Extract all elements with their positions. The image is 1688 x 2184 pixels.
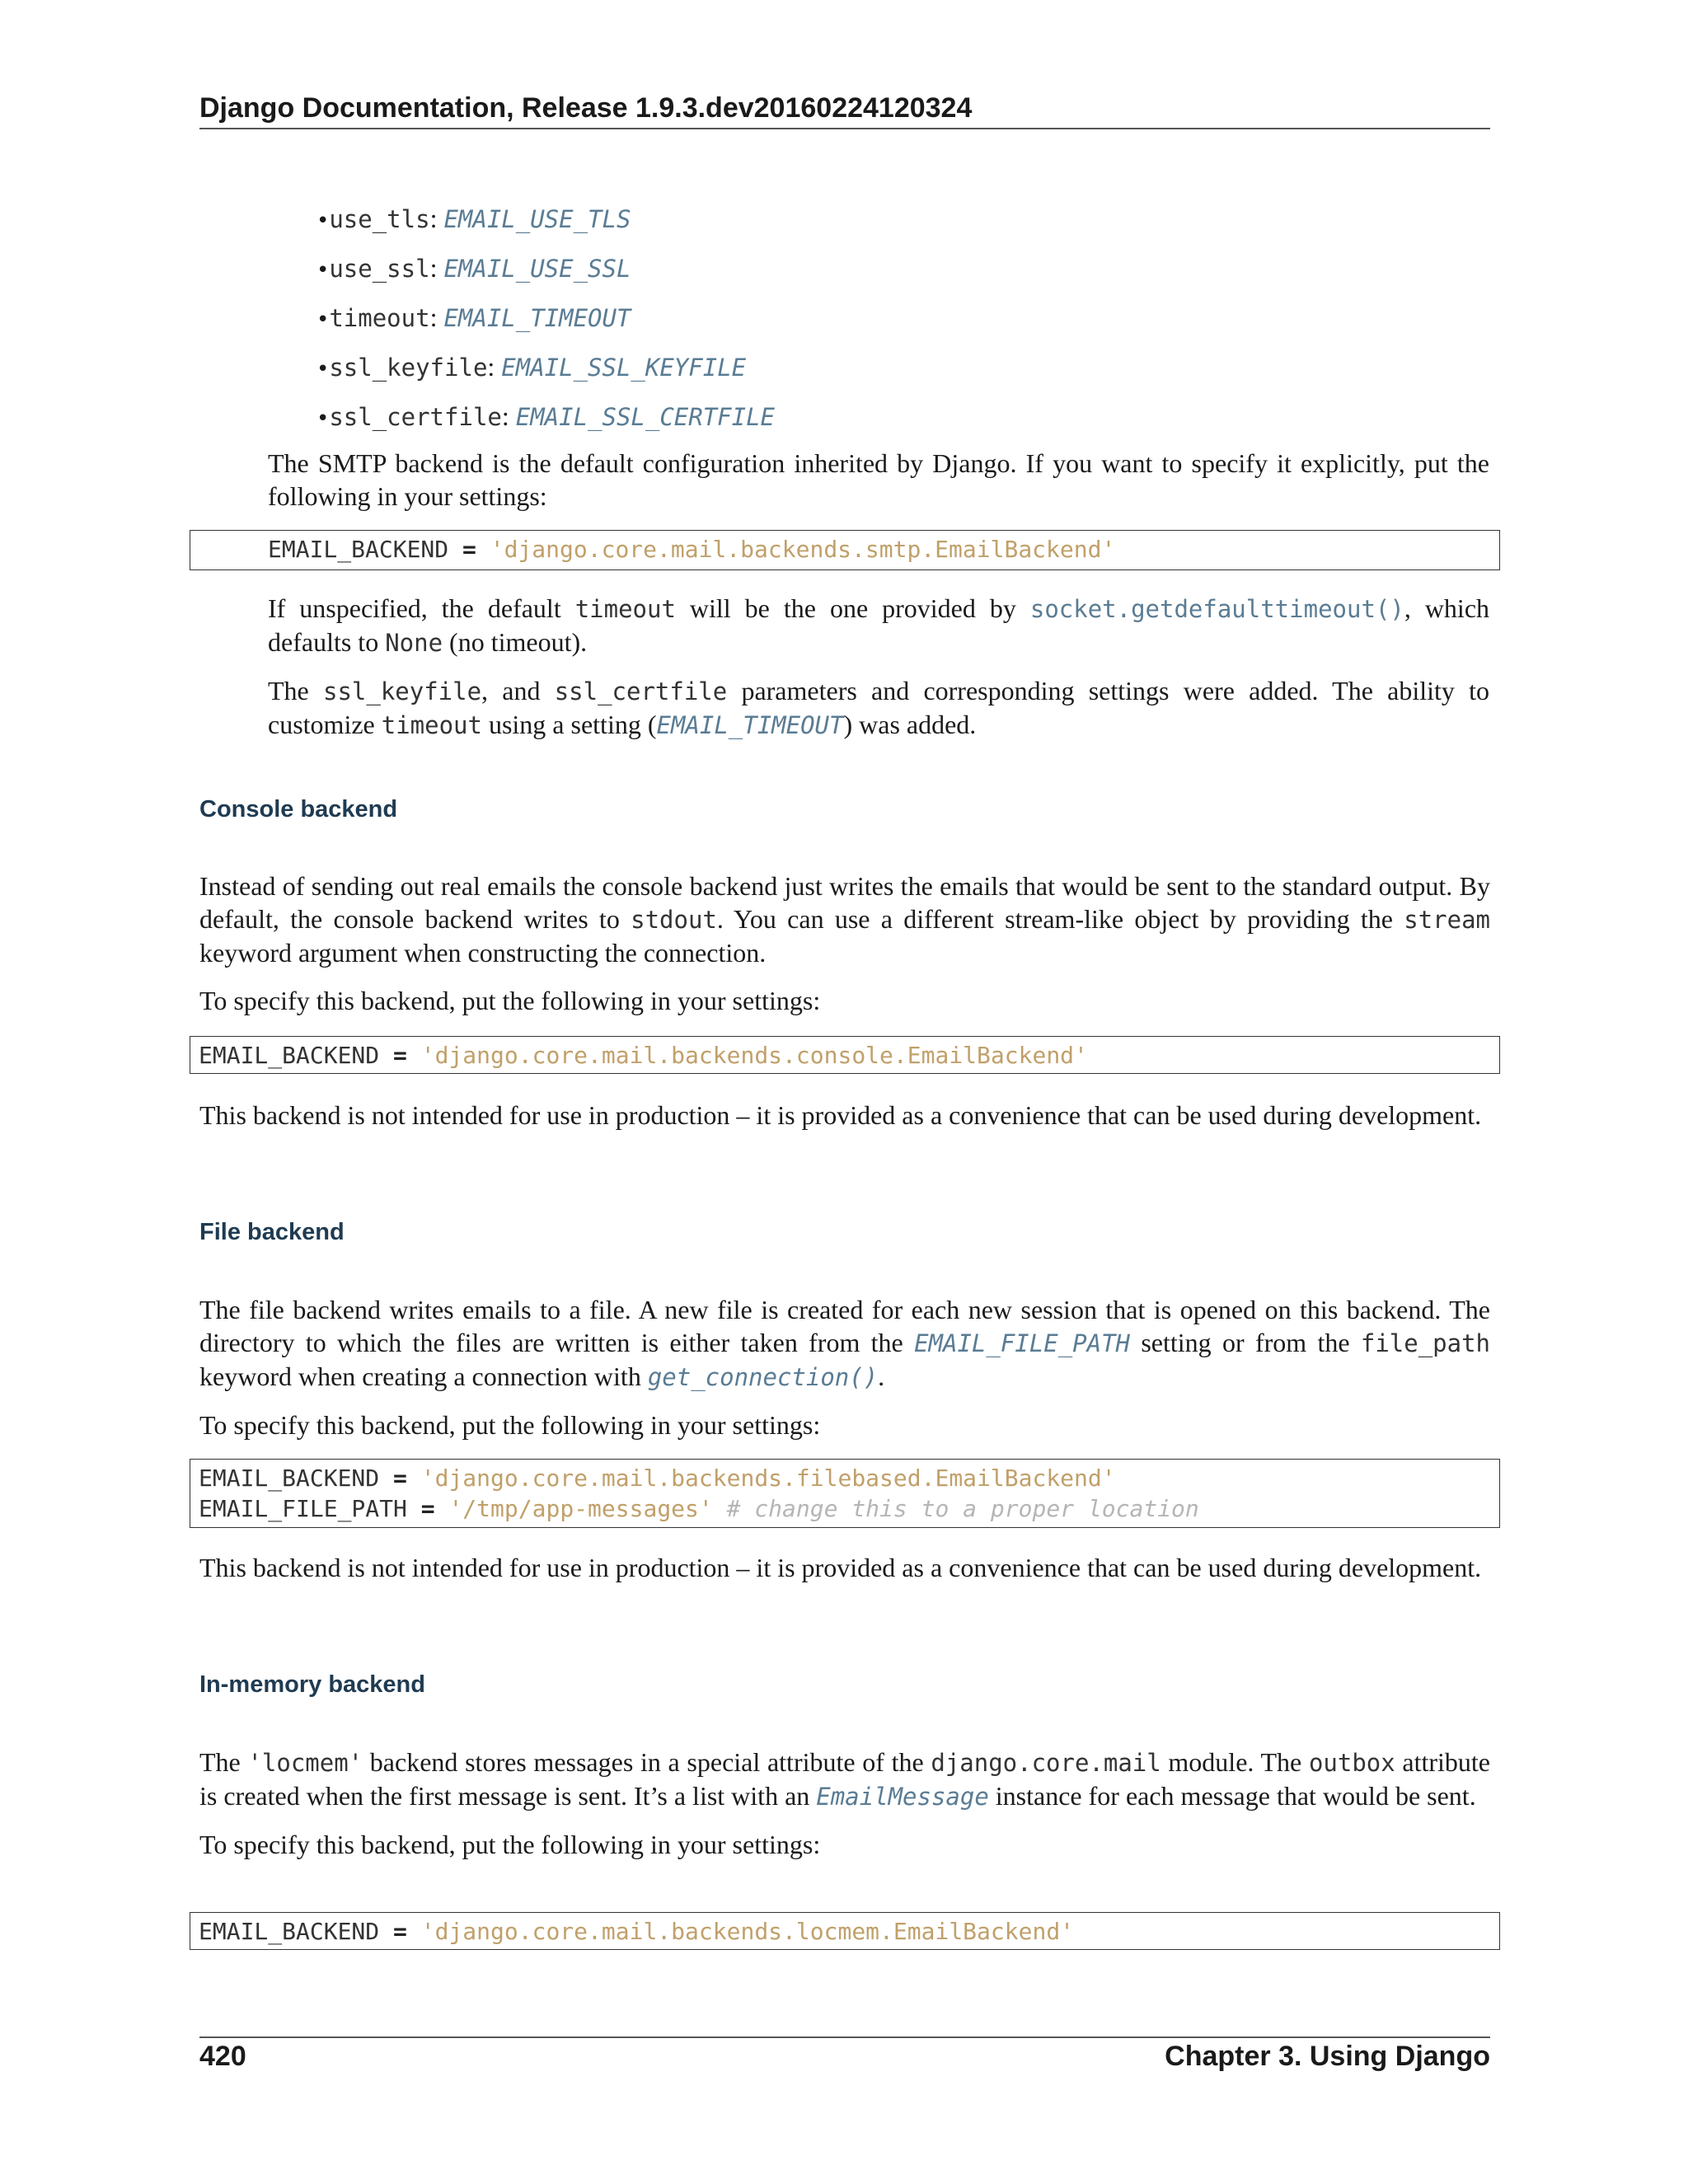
file-backend-heading: File backend xyxy=(199,1219,345,1245)
setting-link[interactable]: EMAIL_SSL_KEYFILE xyxy=(501,354,747,382)
list-item: •timeout: EMAIL_TIMEOUT xyxy=(316,302,631,332)
smtp-intro: The SMTP backend is the default configuration inherited by Django. If you want to specify it explicitly, put the following in your settings: xyxy=(268,448,1489,511)
smtp-code-block: EMAIL_BACKEND = 'django.core.mail.backends.smtp.EmailBackend' xyxy=(190,530,1500,570)
footer-rule xyxy=(199,2036,1490,2038)
console-paragraph: Instead of sending out real emails the console backend just writes the emails that would be sent to the standard output. By default, the console backend writes to stdout. You can use a different stream-like object by providing the stream keyword argument when constructing the connection. xyxy=(199,871,1491,968)
locmem-backend-heading: In-memory backend xyxy=(199,1671,425,1698)
locmem-section xyxy=(199,1746,1490,1876)
locmem-specify: To specify this backend, put the following in your settings: xyxy=(199,1830,821,1859)
console-code-block: EMAIL_BACKEND = 'django.core.mail.backends.console.EmailBackend' xyxy=(190,1036,1500,1074)
locmem-code-block: EMAIL_BACKEND = 'django.core.mail.backends.locmem.EmailBackend' xyxy=(190,1912,1500,1950)
setting-link[interactable]: EMAIL_SSL_CERTFILE xyxy=(515,403,776,431)
smtp-notes xyxy=(268,592,1489,757)
list-item: •ssl_certfile: EMAIL_SSL_CERTFILE xyxy=(316,401,776,431)
setting-link[interactable]: EMAIL_USE_SSL xyxy=(443,255,631,283)
get-connection-link[interactable]: get_connection() xyxy=(647,1363,879,1391)
email-message-link[interactable]: EmailMessage xyxy=(816,1783,989,1811)
setting-link[interactable]: EMAIL_USE_TLS xyxy=(443,205,631,233)
list-item: •use_ssl: EMAIL_USE_SSL xyxy=(316,253,631,283)
getdefaulttimeout-link[interactable]: socket.getdefaulttimeout() xyxy=(1029,595,1404,623)
page-number: 420 xyxy=(199,2041,246,2072)
console-backend-heading: Console backend xyxy=(199,796,398,823)
file-paragraph: The file backend writes emails to a file. A new file is created for each new session that is opened on this backend. The directory to which the files are written is either taken from the EMAIL_FILE_PATH setting or from the file_path keyword when creating a connection with get_connection(). xyxy=(199,1295,1491,1391)
timeout-paragraph: If unspecified, the default timeout will be the one provided by socket.getdefaulttimeout(), which defaults to None (no timeout). xyxy=(268,593,1490,657)
chapter-title: Chapter 3. Using Django xyxy=(1165,2041,1490,2072)
file-specify: To specify this backend, put the following in your settings: xyxy=(199,1410,821,1440)
file-warning: This backend is not intended for use in production – it is provided as a convenience that can be used during development. xyxy=(199,1553,1482,1582)
email-file-path-link[interactable]: EMAIL_FILE_PATH xyxy=(914,1329,1130,1357)
list-item: •use_tls: EMAIL_USE_TLS xyxy=(316,204,631,233)
list-item: •ssl_keyfile: EMAIL_SSL_KEYFILE xyxy=(316,352,747,382)
added-paragraph: The ssl_keyfile, and ssl_certfile parameters and corresponding settings were added. The ability to customize timeout using a setting (EMAIL_TIMEOUT) was added. xyxy=(268,676,1490,739)
file-code-block: EMAIL_BACKEND = 'django.core.mail.backends.filebased.EmailBackend' EMAIL_FILE_PATH = '/tmp/app-messages' # change this to a proper location xyxy=(190,1459,1500,1528)
console-warning: This backend is not intended for use in production – it is provided as a convenience that can be used during development. xyxy=(199,1100,1482,1130)
running-header: Django Documentation, Release 1.9.3.dev20160224120324 xyxy=(199,92,1490,129)
email-timeout-link[interactable]: EMAIL_TIMEOUT xyxy=(656,711,844,739)
console-specify: To specify this backend, put the following in your settings: xyxy=(199,986,821,1015)
file-section xyxy=(199,1293,1490,1456)
console-section xyxy=(199,869,1490,1032)
smtp-param-list xyxy=(316,199,1470,447)
setting-link[interactable]: EMAIL_TIMEOUT xyxy=(443,304,631,332)
locmem-paragraph: The 'locmem' backend stores messages in a special attribute of the django.core.mail module. The outbox attribute is created when the first message is sent. It’s a list with an EmailMessage instance for each message that would be sent. xyxy=(199,1747,1491,1811)
